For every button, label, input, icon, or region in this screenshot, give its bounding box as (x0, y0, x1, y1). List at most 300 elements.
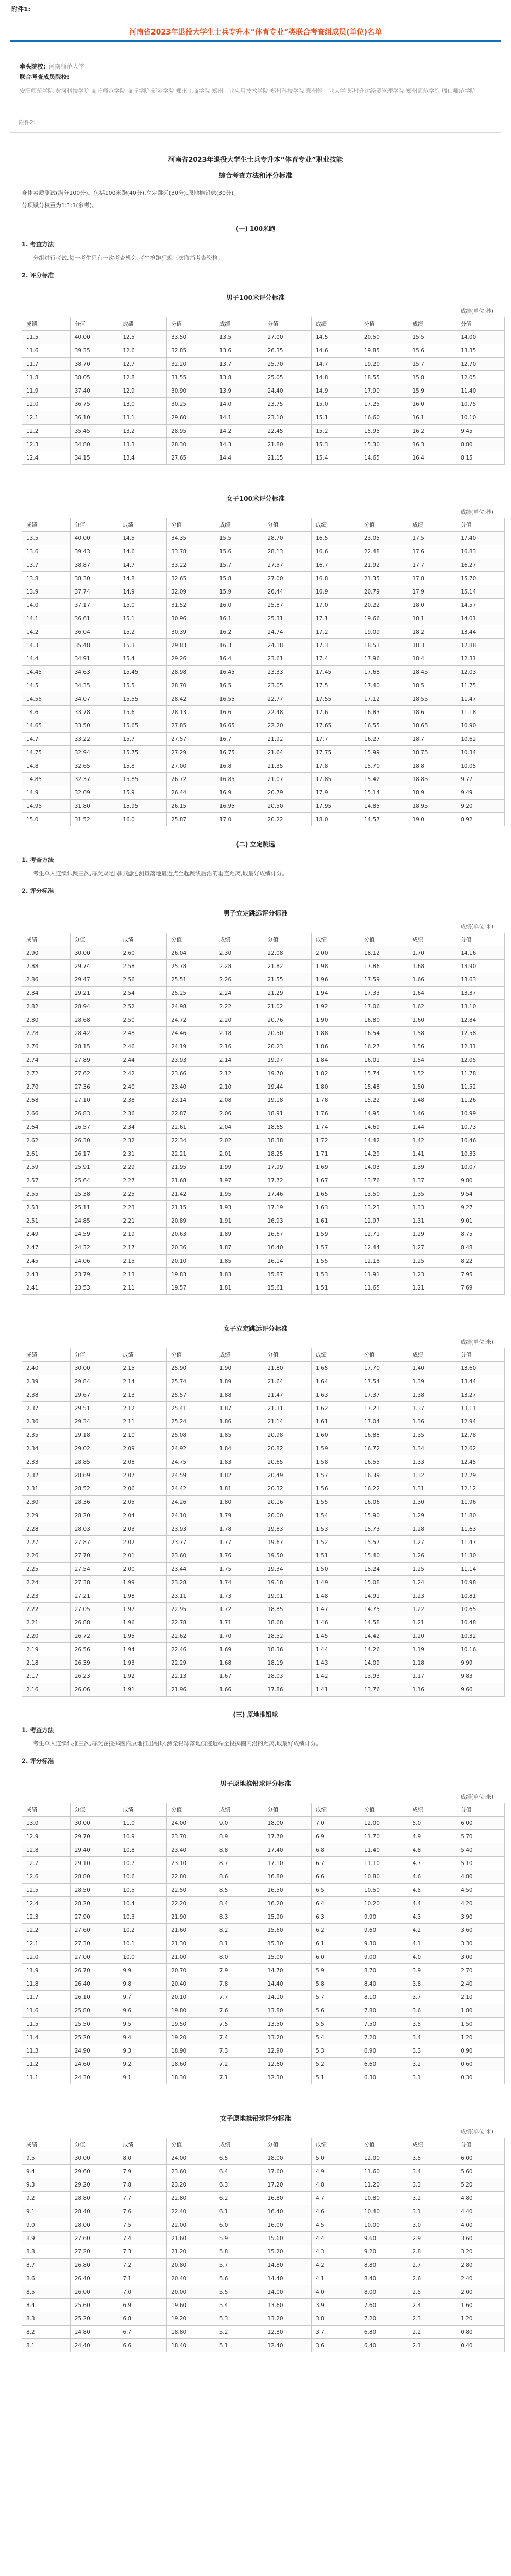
table-row (22, 1067, 505, 1080)
table-cell: 0.90 (456, 2044, 505, 2058)
table-cell: 2.30 (22, 1496, 71, 1509)
table-cell: 13.4 (118, 451, 167, 465)
table-cell: 16.5 (312, 532, 360, 545)
table-cell: 13.60 (456, 1362, 505, 1375)
table-cell: 17.2 (312, 625, 360, 639)
table-cell: 8.0 (215, 1951, 263, 1964)
table-cell: 12.94 (456, 1415, 505, 1429)
table-row (22, 1951, 505, 1964)
table-cell: 16.39 (360, 1469, 408, 1482)
table-cell: 14.5 (22, 679, 71, 692)
table-cell: 24.59 (70, 1228, 118, 1241)
table-cell: 12.29 (456, 1469, 505, 1482)
table-cell: 27.90 (70, 1910, 118, 1924)
table-cell: 9.1 (118, 2071, 167, 2084)
table-cell: 32.37 (70, 773, 118, 786)
table-cell: 2.15 (118, 1255, 167, 1268)
table-cell: 26.70 (70, 1964, 118, 1977)
table-cell: 1.41 (312, 1683, 360, 1697)
section-shot-method-text: 考生单人连续试推三次,每次在投掷圈内原地推出铅球,测量铅球落地痕迹近端至投掷圈内沿的距离,取最好成绩计分。 (33, 1740, 322, 1747)
table-cell: 7.5 (118, 2218, 167, 2232)
table-cell: 7.4 (215, 2031, 263, 2044)
table-cell: 2.02 (215, 1134, 263, 1147)
table-cell: 2.33 (22, 1455, 71, 1469)
table-cell: 8.15 (456, 451, 505, 465)
table-cell: 31.80 (70, 800, 118, 813)
table-cell: 7.20 (360, 2312, 408, 2326)
table-cell: 3.5 (408, 2151, 456, 2165)
table-cell: 9.27 (456, 1201, 505, 1214)
table-cell: 1.84 (312, 1054, 360, 1067)
table-cell: 39.43 (70, 545, 118, 558)
table-header-row (22, 1348, 505, 1362)
table-cell: 6.00 (456, 2151, 505, 2165)
section-jump-method-heading: 1. 考查方法 (22, 856, 54, 863)
table-cell: 2.74 (22, 1054, 71, 1067)
table-cell: 17.86 (360, 960, 408, 973)
table-row (22, 2205, 505, 2218)
table-cell: 10.98 (456, 1576, 505, 1589)
table-cell: 10.5 (118, 1884, 167, 1897)
table-cell: 9.49 (456, 786, 505, 800)
table-cell: 1.87 (215, 1402, 263, 1415)
table-cell: 10.75 (456, 398, 505, 411)
table-row (22, 1482, 505, 1496)
table-cell: 7.20 (360, 2031, 408, 2044)
table-cell: 36.04 (70, 625, 118, 639)
table-cell: 27.87 (70, 1536, 118, 1549)
table-cell: 1.93 (118, 1656, 167, 1670)
table-cell: 1.21 (408, 1281, 456, 1295)
table-cell: 2.00 (312, 946, 360, 960)
table-cell: 12.84 (456, 1013, 505, 1027)
table-cell: 1.37 (408, 1402, 456, 1415)
table-cell: 8.7 (215, 1857, 263, 1870)
table-cell: 15.55 (118, 692, 167, 706)
table-cell: 25.60 (70, 2299, 118, 2312)
table-cell: 26.17 (70, 1147, 118, 1161)
table-cell: 8.00 (360, 2285, 408, 2299)
table-header-row (22, 317, 505, 331)
table-cell: 1.53 (312, 1268, 360, 1281)
table-cell: 1.65 (312, 1188, 360, 1201)
table-cell: 22.21 (167, 1147, 215, 1161)
table-cell: 25.91 (70, 1161, 118, 1174)
table-cell: 20.79 (360, 585, 408, 599)
table-cell: 1.74 (312, 1121, 360, 1134)
table-cell: 2.47 (22, 1241, 71, 1255)
table-cell: 12.31 (456, 1040, 505, 1054)
table-cell: 26.04 (167, 946, 215, 960)
table-cell: 6.0 (312, 1951, 360, 1964)
table-cell: 1.50 (312, 1563, 360, 1576)
table-cell: 14.4 (22, 652, 71, 666)
table-cell: 16.3 (408, 438, 456, 451)
table-cell: 16.9 (312, 585, 360, 599)
table-cell: 21.42 (167, 1188, 215, 1201)
table-cell: 30.00 (70, 1362, 118, 1375)
table-cell: 1.81 (215, 1281, 263, 1295)
table-cell: 2.11 (118, 1281, 167, 1295)
table-cell: 10.1 (118, 1937, 167, 1951)
table-cell: 5.0 (408, 1817, 456, 1830)
table-cell: 2.49 (22, 1228, 71, 1241)
table-cell: 17.65 (312, 719, 360, 733)
table-cell: 23.05 (360, 532, 408, 545)
male-shot-table-title: 男子原地推铅球评分标准 (220, 1780, 291, 1787)
table-cell: 24.40 (263, 384, 312, 398)
table-cell: 21.82 (263, 960, 312, 973)
table-row (22, 2151, 505, 2165)
table-cell: 2.56 (118, 973, 167, 987)
table-cell: 2.10 (215, 1080, 263, 1094)
column-header: 成绩 (118, 317, 167, 331)
table-cell: 18.53 (360, 639, 408, 652)
table-cell: 21.00 (167, 1951, 215, 1964)
section-100m-method-text: 分组进行考试,每一考生只有一次考查机会,考生抢跑犯规三次取消考查资格。 (33, 255, 224, 261)
table-cell: 1.58 (312, 1455, 360, 1469)
table-cell: 12.58 (456, 1027, 505, 1040)
male-100m-table-title: 男子100米评分标准 (226, 294, 285, 301)
table-cell: 32.65 (70, 759, 118, 773)
column-header: 分值 (70, 2138, 118, 2151)
table-cell: 36.75 (70, 398, 118, 411)
table-cell: 16.27 (360, 733, 408, 746)
table-cell: 2.61 (22, 1147, 71, 1161)
table-cell: 12.88 (456, 639, 505, 652)
table-cell: 17.70 (360, 1362, 408, 1375)
table-cell: 11.26 (456, 1094, 505, 1107)
table-cell: 2.25 (118, 1188, 167, 1201)
table-cell: 8.40 (360, 2272, 408, 2285)
table-cell: 3.30 (456, 1937, 505, 1951)
table-cell: 2.21 (118, 1214, 167, 1228)
table-row (22, 1897, 505, 1910)
column-header: 成绩 (215, 1348, 263, 1362)
table-cell: 17.33 (360, 987, 408, 1000)
table-cell: 15.74 (360, 1067, 408, 1080)
table-cell: 15.57 (360, 1536, 408, 1549)
table-cell: 6.80 (360, 2326, 408, 2339)
table-cell: 25.74 (167, 1375, 215, 1388)
table-cell: 12.30 (263, 2071, 312, 2084)
table-row (22, 2232, 505, 2245)
table-cell: 13.11 (456, 1402, 505, 1415)
table-cell: 38.05 (70, 371, 118, 384)
table-cell: 27.57 (167, 733, 215, 746)
table-cell: 9.1 (22, 2205, 71, 2218)
table-cell: 1.54 (408, 1054, 456, 1067)
table-cell: 17.6 (408, 545, 456, 558)
table-cell: 2.42 (118, 1067, 167, 1080)
table-cell: 1.52 (408, 1067, 456, 1080)
male-100m-table (22, 317, 505, 465)
table-row (22, 960, 505, 973)
table-cell: 17.45 (312, 666, 360, 679)
column-header: 成绩 (408, 1348, 456, 1362)
table-cell: 0.60 (456, 2058, 505, 2071)
table-cell: 1.26 (408, 1549, 456, 1563)
table-cell: 16.14 (263, 1255, 312, 1268)
table-cell: 29.60 (70, 2165, 118, 2178)
table-row (22, 2259, 505, 2272)
table-cell: 17.40 (263, 1843, 312, 1857)
table-cell: 1.44 (408, 1121, 456, 1134)
table-cell: 2.22 (22, 1603, 71, 1616)
table-cell: 11.20 (360, 2178, 408, 2192)
table-row (22, 1589, 505, 1603)
table-cell: 7.0 (118, 2285, 167, 2299)
table-cell: 1.98 (118, 1589, 167, 1603)
table-cell: 8.8 (215, 1843, 263, 1857)
table-cell: 14.95 (22, 800, 71, 813)
table-cell: 11.14 (456, 1563, 505, 1576)
table-cell: 33.50 (167, 331, 215, 344)
table-cell: 1.20 (408, 1630, 456, 1643)
table-cell: 17.40 (360, 679, 408, 692)
table-cell: 3.3 (408, 2044, 456, 2058)
section-jump-method-text: 考生单人连续试跳三次,每次双足同时起跳,测量落地最近点至起跳线后沿的垂直距离,取最好成绩计分。 (33, 870, 288, 877)
table-cell: 2.14 (215, 1054, 263, 1067)
table-cell: 1.68 (215, 1656, 263, 1670)
table-row (22, 1388, 505, 1402)
table-cell: 15.14 (456, 585, 505, 599)
table-cell: 14.5 (312, 331, 360, 344)
table-row (22, 1522, 505, 1536)
column-header: 分值 (360, 1803, 408, 1817)
table-cell: 22.78 (167, 1616, 215, 1630)
table-cell: 25.05 (263, 371, 312, 384)
table-row (22, 2272, 505, 2285)
table-cell: 28.40 (70, 2205, 118, 2218)
table-row (22, 2071, 505, 2084)
table-cell: 15.0 (118, 599, 167, 612)
table-cell: 1.31 (408, 1482, 456, 1496)
table-cell: 21.35 (360, 572, 408, 585)
table-cell: 19.97 (263, 1054, 312, 1067)
table-cell: 15.48 (360, 1080, 408, 1094)
table-cell: 19.50 (263, 1549, 312, 1563)
table-cell: 8.1 (215, 1937, 263, 1951)
table-cell: 22.87 (167, 1107, 215, 1121)
table-row (22, 1563, 505, 1576)
table-cell: 1.60 (312, 1429, 360, 1442)
table-cell: 32.09 (167, 585, 215, 599)
table-cell: 3.9 (408, 1964, 456, 1977)
table-cell: 16.20 (263, 1897, 312, 1910)
table-cell: 6.7 (312, 1857, 360, 1870)
table-cell: 4.0 (312, 2285, 360, 2299)
column-header: 分值 (456, 933, 505, 946)
table-cell: 14.03 (360, 1161, 408, 1174)
table-cell: 1.84 (215, 1442, 263, 1455)
table-cell: 1.63 (312, 1388, 360, 1402)
table-cell: 16.88 (360, 1429, 408, 1442)
table-cell: 26.10 (70, 1991, 118, 2004)
table-cell: 9.9 (118, 1964, 167, 1977)
table-cell: 6.6 (118, 2339, 167, 2352)
table-cell: 12.97 (360, 1214, 408, 1228)
table-cell: 11.47 (456, 692, 505, 706)
table-cell: 9.99 (456, 1656, 505, 1670)
table-cell: 12.7 (118, 358, 167, 371)
male-jump-table-title: 男子立定跳远评分标准 (223, 909, 288, 917)
table-cell: 1.41 (408, 1147, 456, 1161)
table-row (22, 2031, 505, 2044)
column-header: 成绩 (408, 317, 456, 331)
column-header: 成绩 (312, 933, 360, 946)
table-cell: 14.85 (360, 800, 408, 813)
table-cell: 32.94 (70, 746, 118, 759)
table-cell: 13.7 (22, 558, 71, 572)
table-cell: 18.55 (360, 371, 408, 384)
table-cell: 9.5 (22, 2151, 71, 2165)
table-cell: 2.30 (215, 946, 263, 960)
table-cell: 2.08 (118, 1455, 167, 1469)
table-cell: 1.25 (408, 1255, 456, 1268)
table-cell: 27.85 (167, 719, 215, 733)
table-cell: 1.61 (312, 1214, 360, 1228)
table-cell: 21.96 (167, 1683, 215, 1697)
table-cell: 10.81 (456, 1589, 505, 1603)
table-cell: 12.31 (456, 652, 505, 666)
table-cell: 24.85 (70, 1214, 118, 1228)
table-row (22, 1027, 505, 1040)
table-cell: 19.18 (263, 1094, 312, 1107)
table-row (22, 746, 505, 759)
table-row (22, 786, 505, 800)
table-row (22, 2339, 505, 2352)
table-cell: 33.22 (167, 558, 215, 572)
table-cell: 2.70 (22, 1080, 71, 1094)
table-cell: 10.50 (360, 1884, 408, 1897)
table-row (22, 344, 505, 358)
table-cell: 2.90 (22, 946, 71, 960)
table-cell: 2.07 (118, 1469, 167, 1482)
table-cell: 10.32 (456, 1630, 505, 1643)
table-cell: 17.5 (312, 679, 360, 692)
table-cell: 1.92 (312, 1000, 360, 1013)
table-cell: 24.92 (167, 1442, 215, 1455)
section-jump-heading: (二) 立定跳远 (236, 841, 275, 848)
column-header: 分值 (167, 2138, 215, 2151)
table-cell: 7.6 (118, 2205, 167, 2218)
table-cell: 16.83 (360, 706, 408, 719)
table-row (22, 1080, 505, 1094)
table-cell: 17.12 (360, 692, 408, 706)
table-cell: 12.45 (456, 1455, 505, 1469)
table-cell: 23.60 (167, 2165, 215, 2178)
table-cell: 16.80 (360, 1013, 408, 1027)
table-cell: 18.1 (408, 612, 456, 625)
table-cell: 13.20 (263, 2312, 312, 2326)
table-cell: 24.74 (263, 625, 312, 639)
table-cell: 11.6 (22, 344, 71, 358)
table-cell: 13.93 (360, 1670, 408, 1683)
table-cell: 8.0 (118, 2151, 167, 2165)
column-header: 成绩 (215, 2138, 263, 2151)
table-cell: 4.7 (312, 2192, 360, 2205)
table-cell: 17.0 (215, 813, 263, 826)
table-cell: 15.5 (408, 331, 456, 344)
table-cell: 17.54 (360, 1375, 408, 1388)
column-header: 分值 (167, 1348, 215, 1362)
table-row (22, 1201, 505, 1214)
table-cell: 12.0 (22, 1951, 71, 1964)
table-cell: 12.5 (118, 331, 167, 344)
table-cell: 12.2 (22, 1924, 71, 1937)
table-row (22, 1134, 505, 1147)
table-cell: 19.34 (263, 1563, 312, 1576)
column-header: 成绩 (215, 933, 263, 946)
table-cell: 11.7 (22, 358, 71, 371)
table-row (22, 987, 505, 1000)
table-cell: 11.3 (22, 2044, 71, 2058)
table-cell: 2.52 (118, 1000, 167, 1013)
table-cell: 8.1 (22, 2339, 71, 2352)
table-cell: 18.75 (408, 746, 456, 759)
table-cell: 19.83 (263, 1522, 312, 1536)
table-cell: 2.26 (22, 1549, 71, 1563)
table-cell: 5.5 (215, 2285, 263, 2299)
column-header: 成绩 (22, 1803, 71, 1817)
table-cell: 0.40 (456, 2339, 505, 2352)
table-cell: 29.51 (70, 1402, 118, 1415)
table-cell: 5.6 (312, 2004, 360, 2018)
table-cell: 17.40 (456, 532, 505, 545)
table-row (22, 625, 505, 639)
table-cell: 1.72 (215, 1603, 263, 1616)
table-cell: 6.7 (118, 2326, 167, 2339)
table-cell: 4.6 (312, 2205, 360, 2218)
table-cell: 18.30 (167, 2071, 215, 2084)
table-cell: 19.20 (360, 358, 408, 371)
table-cell: 2.72 (22, 1067, 71, 1080)
table-cell: 8.22 (456, 1255, 505, 1268)
table-cell: 18.12 (360, 946, 408, 960)
table-cell: 30.90 (167, 384, 215, 398)
table-cell: 20.16 (263, 1496, 312, 1509)
table-cell: 12.8 (22, 1843, 71, 1857)
male-shot-table (22, 1803, 505, 2084)
table-cell: 9.20 (360, 2245, 408, 2259)
table-row (22, 425, 505, 438)
table-cell: 6.3 (215, 2178, 263, 2192)
table-cell: 15.22 (360, 1094, 408, 1107)
table-cell: 3.7 (408, 1991, 456, 2004)
table-cell: 2.18 (215, 1027, 263, 1040)
table-cell: 9.0 (215, 1817, 263, 1830)
table-cell: 2.88 (22, 960, 71, 973)
table-cell: 2.08 (215, 1094, 263, 1107)
table-cell: 15.99 (360, 746, 408, 759)
table-row (22, 1643, 505, 1656)
table-cell: 1.28 (408, 1522, 456, 1536)
table-cell: 10.2 (118, 1924, 167, 1937)
section-shot-method-heading: 1. 考查方法 (22, 1726, 54, 1734)
table-cell: 13.0 (22, 1817, 71, 1830)
table-cell: 22.50 (167, 1884, 215, 1897)
table-cell: 1.31 (408, 1214, 456, 1228)
table-cell: 1.21 (408, 1616, 456, 1630)
column-header: 成绩 (408, 2138, 456, 2151)
table-cell: 13.35 (456, 344, 505, 358)
table-cell: 14.5 (118, 532, 167, 545)
section-jump-standard-heading: 2. 评分标准 (22, 887, 54, 894)
table-row (22, 451, 505, 465)
table-cell: 2.44 (118, 1054, 167, 1067)
table-row (22, 2299, 505, 2312)
